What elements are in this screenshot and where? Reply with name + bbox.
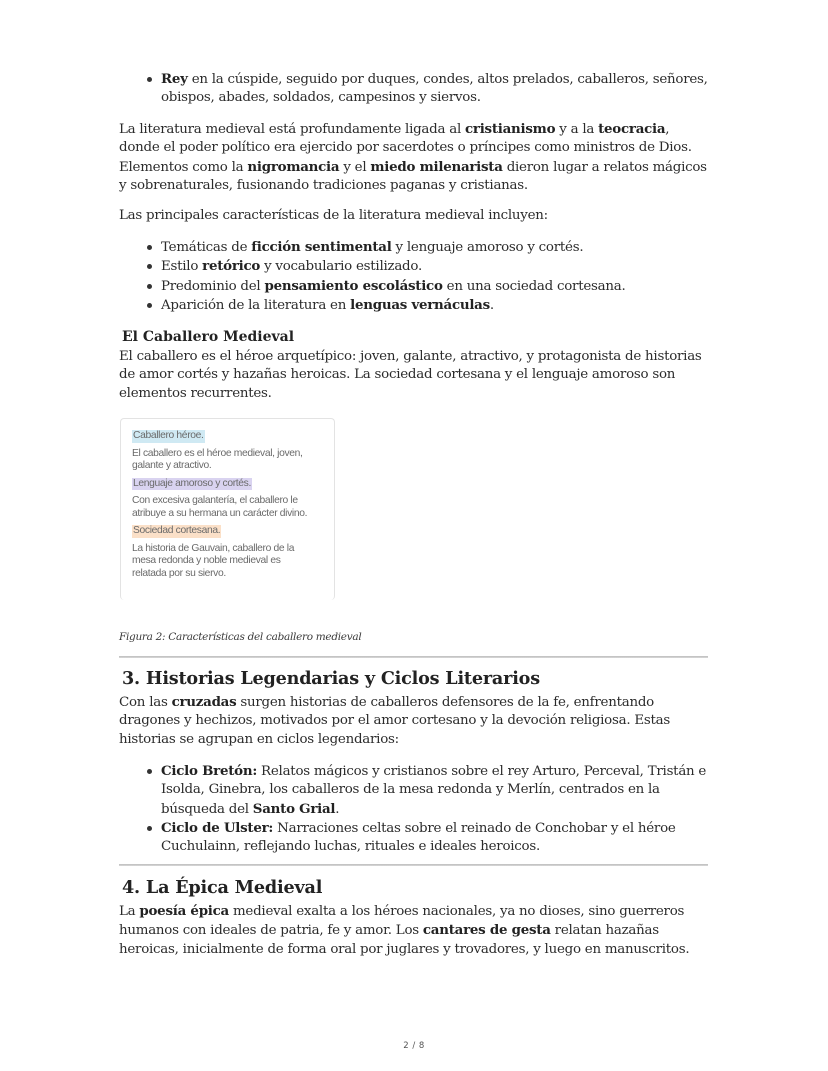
text: dieron lugar a relatos mágicos y sobrenaturales, fusionando tradiciones paganas y cristianas. xyxy=(119,159,707,193)
section-heading: 3. Historias Legendarias y Ciclos Literarios xyxy=(122,668,540,689)
list-item xyxy=(161,762,709,819)
page-number: 2 / 8 xyxy=(403,1041,425,1051)
text: y a la xyxy=(555,122,599,137)
bold-term: teocracia xyxy=(598,121,666,137)
text: y el xyxy=(339,159,371,175)
bold-term: cantares de gesta xyxy=(422,922,551,939)
text: La xyxy=(119,904,140,919)
list-item xyxy=(161,296,709,315)
section3-paragraph xyxy=(119,693,709,749)
text: surgen historias de caballeros defensores de la fe, enfrentando dragones y hechizos, motivados por el amor cortesano y la devoción religiosa. Estas historias se agrupan en ciclos legendarios: xyxy=(119,695,671,747)
bold-term: ficción sentimental xyxy=(251,239,392,255)
text: . xyxy=(489,297,494,313)
text: relatan hazañas heroicas, inicialmente de forma oral por juglares y trovadores, y luego en manuscritos. xyxy=(119,923,690,957)
section-divider xyxy=(119,864,708,866)
bold-term: poesía épica xyxy=(139,903,229,919)
caballero-paragraph: El caballero es el héroe arquetípico: joven, galante, atractivo, y protagonista de historias de amor cortés y hazañas heroicas. La sociedad cortesana y el lenguaje amoroso son elementos recurrentes. xyxy=(119,349,702,401)
text: La literatura medieval está profundamente ligada al xyxy=(119,122,465,137)
list-item xyxy=(161,238,709,257)
bold-term: Ciclo de Ulster: xyxy=(161,819,274,836)
text: . xyxy=(335,801,340,817)
intro-paragraph xyxy=(119,120,709,195)
bold-term: pensamiento escolástico xyxy=(264,277,443,294)
bold-term: lenguas vernáculas xyxy=(350,296,490,313)
list-item xyxy=(161,257,709,276)
text: y lenguaje amoroso y cortés. xyxy=(391,240,584,255)
hierarchy-list xyxy=(119,70,709,108)
text: Temáticas de xyxy=(161,240,252,255)
bold-term: cristianismo xyxy=(465,121,556,137)
bold-term: Santo Grial xyxy=(252,800,336,817)
list-item-text: en la cúspide, seguido por duques, condes, altos prelados, caballeros, señores, obispos, abades, soldados, campesinos y siervos. xyxy=(161,72,708,106)
section-divider xyxy=(119,656,708,658)
list-item xyxy=(161,70,709,108)
bold-term: miedo milenarista xyxy=(370,158,503,175)
text: Narraciones celtas sobre el reinado de Conchobar y el héroe Cuchulainn, reflejando luchas, rituales e ideales heroicos. xyxy=(161,820,676,855)
text: y vocabulario estilizado. xyxy=(260,259,422,275)
bold-term: Ciclo Bretón: xyxy=(161,763,258,779)
figure-description: Con excesiva galantería, el caballero le atribuye a su hermana un carácter divino. xyxy=(132,495,308,519)
list-item xyxy=(161,819,709,857)
text: , donde el poder político era ejercido por sacerdotes o príncipes como ministros de Dios. Elementos como la xyxy=(119,122,692,175)
text: Aparición de la literatura en xyxy=(161,297,351,313)
text: Estilo xyxy=(161,259,203,275)
bold-term: nigromancia xyxy=(247,158,340,175)
characteristics-lead: Las principales características de la literatura medieval incluyen: xyxy=(119,208,548,223)
figure-tag-caballero-heroe: Caballero héroe. xyxy=(133,430,204,441)
section4-paragraph xyxy=(119,902,709,959)
text: Relatos mágicos y cristianos sobre el rey Arturo, Perceval, Tristán e Isolda, Ginebra, los caballeros de la mesa redonda y Merlín, centrados en la búsqueda del xyxy=(161,764,707,817)
figure-caption: Figura 2: Características del caballero medieval xyxy=(119,631,362,643)
characteristics-list xyxy=(119,238,709,315)
figure-description: La historia de Gauvain, caballero de la mesa redonda y noble medieval es relatada por su siervo. xyxy=(132,542,295,579)
text: Predominio del xyxy=(161,278,265,294)
list-item xyxy=(161,277,709,296)
text: medieval exalta a los héroes nacionales, ya no dioses, sino guerreros humanos con ideales de patria, fe y amor. Los xyxy=(119,904,685,939)
subsection-heading: El Caballero Medieval xyxy=(122,329,295,345)
figure-tag-lenguaje-amoroso: Lenguaje amoroso y cortés. xyxy=(133,477,251,489)
figure-image xyxy=(120,418,335,600)
bold-term: cruzadas xyxy=(171,694,237,710)
bold-term: retórico xyxy=(202,258,261,275)
bold-term: Rey xyxy=(161,71,188,87)
figure-tag-sociedad-cortesana: Sociedad cortesana. xyxy=(133,525,221,536)
figure-description: El caballero es el héroe medieval, joven, galante y atractivo. xyxy=(132,447,303,471)
cycles-list xyxy=(119,762,709,856)
text: Con las xyxy=(119,695,172,710)
section-heading: 4. La Épica Medieval xyxy=(122,877,323,898)
text: en una sociedad cortesana. xyxy=(442,278,626,294)
